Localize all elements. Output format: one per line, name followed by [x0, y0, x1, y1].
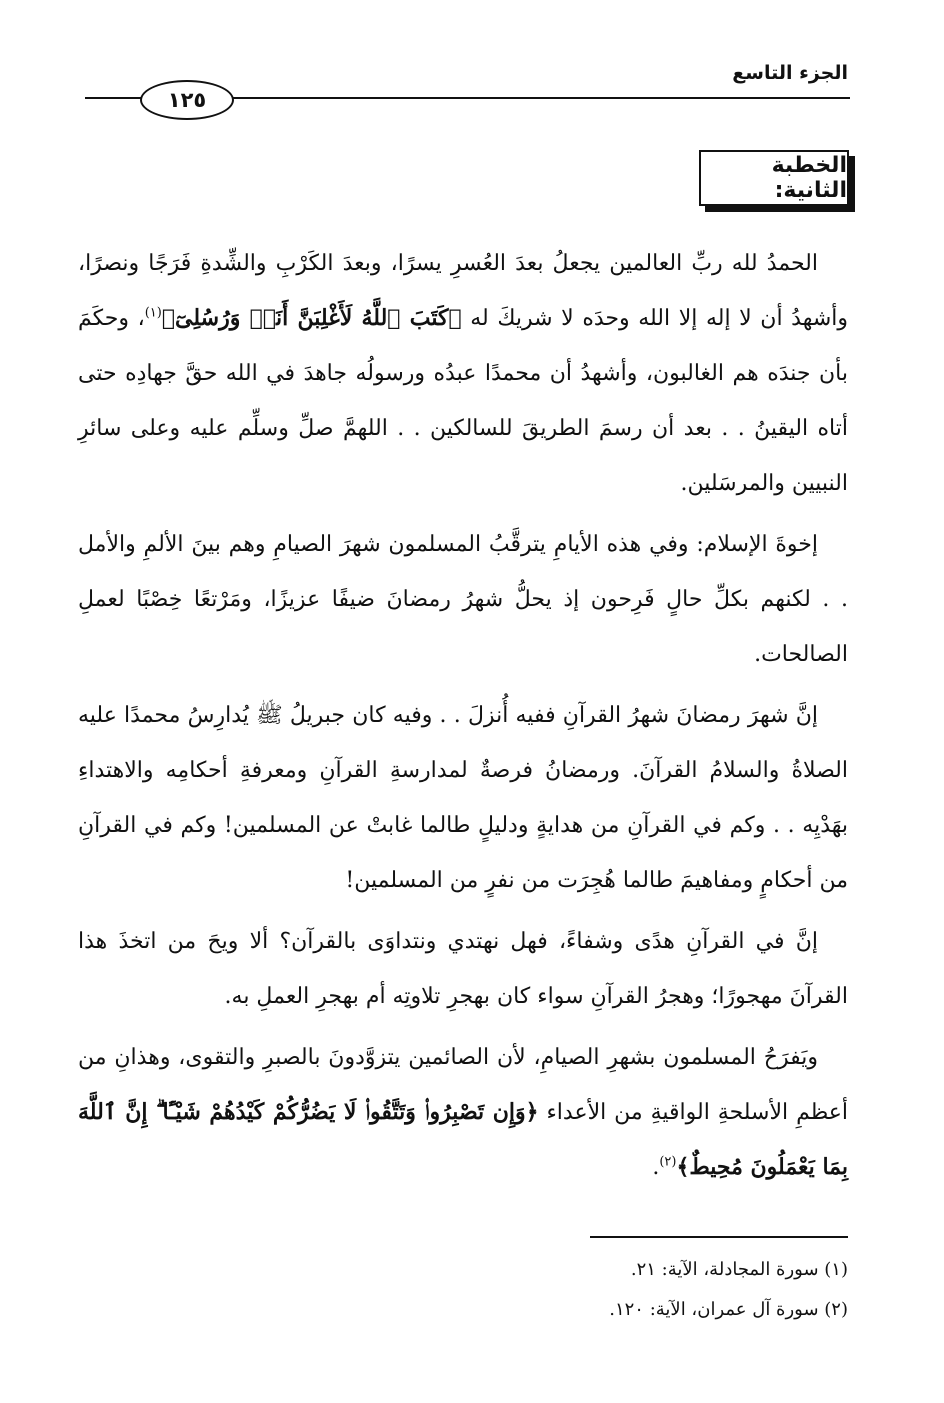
running-head: الجزء التاسع — [732, 62, 848, 84]
page-number: ١٢٥ — [140, 80, 234, 120]
footnote-ref-2: (٢) — [659, 1154, 677, 1170]
section-title: الخطبة الثانية: — [771, 153, 847, 203]
quran-verse-2: ﴿وَإِن تَصْبِرُوا۟ وَتَتَّقُوا۟ لَا يَضُرُّكُمْ كَيْدُهُمْ شَيْـًٔا ۗ إِنَّ ٱللَّهَ بِمَا يَعْمَلُونَ مُحِيطٌ﴾ — [78, 1099, 848, 1180]
paragraph-5-text-a: ويَفرَحُ المسلمون بشهرِ الصيامِ، لأن الصائمين يتزوَّدونَ بالصبرِ والتقوى، وهذانِ من أعظمِ الأسلحةِ الواقيةِ من الأعداء — [78, 1045, 848, 1125]
body-text — [78, 236, 848, 1201]
section-heading-box — [699, 150, 849, 206]
paragraph-2: إخوةَ الإسلام: وفي هذه الأيامِ يترقَّبُ المسلمون شهرَ الصيامِ وهم بينَ الألمِ والأمل . . لكنهم بكلِّ حالٍ فَرِحون إذ يحلُّ شهرُ رمضانَ ضيفًا عزيزًا، ومَرْتعًا خِصْبًا لعملِ الصالحات. — [78, 532, 848, 667]
quran-verse-1: ﴿كَتَبَ ٱللَّهُ لَأَغْلِبَنَّ أَنَا۠ وَرُسُلِىٓ﴾ — [161, 305, 462, 331]
footnote-rule — [590, 1236, 848, 1238]
footnote-2: (٢) سورة آل عمران، الآية: ١٢٠. — [609, 1299, 848, 1320]
paragraph-1-text-b: ، وحكَمَ بأن جندَه هم الغالبون، وأشهدُ أن محمدًا عبدُه ورسولُه جاهدَ في الله حقَّ جهادِه حتى أتاه اليقينُ . . بعد أن رسمَ الطريقَ للسالكين . . اللهمَّ صلِّ وسلِّم عليه وعلى سائرِ النبيين والمرسَلين. — [78, 306, 848, 496]
paragraph-5-text-b: . — [652, 1155, 660, 1180]
footnote-1: (١) سورة المجادلة، الآية: ٢١. — [630, 1259, 848, 1280]
footnotes — [348, 1250, 848, 1330]
footnote-ref-1: (١) — [144, 305, 162, 321]
paragraph-1-text-a: الحمدُ لله ربِّ العالمين يجعلُ بعدَ العُسرِ يسرًا، وبعدَ الكَرْبِ والشِّدةِ فَرَجًا ونصرًا، وأشهدُ أن لا إله إلا الله وحدَه لا شريكَ له — [78, 251, 849, 331]
paragraph-1 — [78, 236, 848, 511]
paragraph-3: إنَّ شهرَ رمضانَ شهرُ القرآنِ ففيه أُنزلَ . . وفيه كان جبريلُ ﷺ يُدارِسُ محمدًا عليه الصلاةُ والسلامُ القرآنَ. ورمضانُ فرصةٌ لمدارسةِ القرآنِ ومعرفةِ أحكامِه والاهتداءِ بهَدْيِه . . وكم في القرآنِ من هدايةٍ ودليلٍ طالما غابتْ عن المسلمين! وكم في القرآنِ من أحكامٍ ومفاهيمَ طالما هُجِرَت من نفرٍ من المسلمين! — [78, 703, 848, 893]
paragraph-4: إنَّ في القرآنِ هدًى وشفاءً، فهل نهتدي ونتداوَى بالقرآن؟ ألا ويحَ من اتخذَ هذا القرآنَ مهجورًا؛ وهجرُ القرآنِ سواء كان بهجرِ تلاوتِه أم بهجرِ العملِ به. — [78, 929, 848, 1009]
paragraph-5 — [78, 1030, 848, 1195]
